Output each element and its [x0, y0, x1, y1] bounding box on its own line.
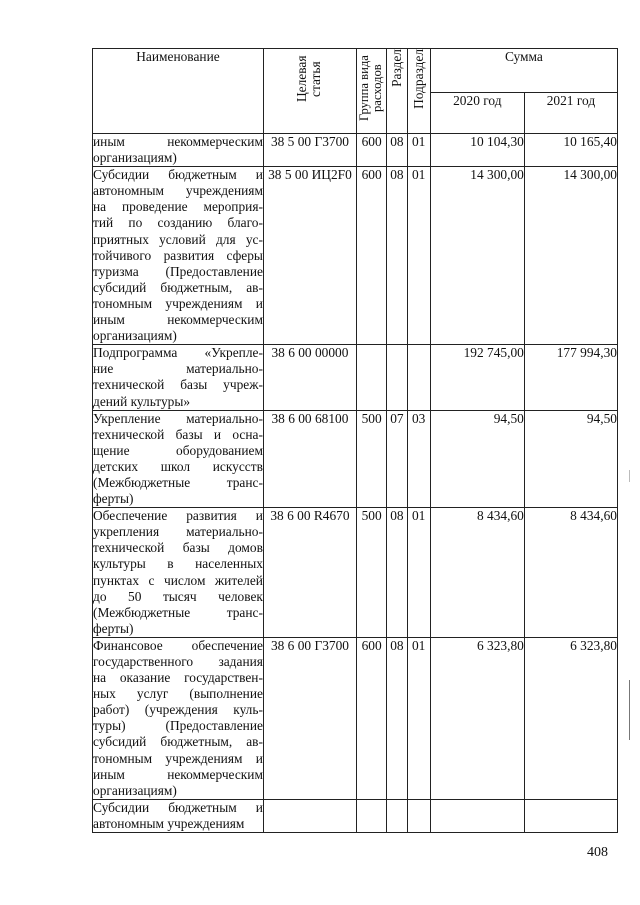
row-name-line: приятных условий для ус-	[93, 231, 263, 247]
row-sum-2021: 6 323,80	[524, 637, 617, 799]
row-name-line: на проведение мероприя-	[93, 199, 263, 215]
page-number: 408	[587, 845, 608, 860]
table-row	[93, 799, 618, 832]
row-name	[93, 410, 264, 508]
row-name-line: тойчивого развития сферы	[93, 247, 263, 263]
row-sum-2021: 10 165,40	[524, 134, 617, 167]
table-row	[93, 637, 618, 799]
row-name-line: иным некоммерческим	[93, 312, 263, 328]
table-row	[93, 167, 618, 345]
header-code	[263, 49, 356, 134]
row-name-line: туры) (Предоставление	[93, 718, 263, 734]
row-name-line: детских школ искусств	[93, 458, 263, 474]
row-subsection: 01	[407, 508, 430, 638]
row-name-line: ферты)	[93, 620, 134, 636]
row-name-line: работ) (учреждения куль-	[93, 702, 263, 718]
row-name-line: субсидий бюджетным, ав-	[93, 734, 263, 750]
row-name-line: Субсидии бюджетным и	[93, 799, 263, 815]
header-section	[387, 49, 407, 134]
header-subsection-text: Подраздел	[410, 49, 426, 109]
row-subsection	[407, 799, 430, 832]
header-subsection	[407, 49, 430, 134]
row-group	[356, 799, 386, 832]
row-section	[387, 345, 407, 410]
row-sum-2020: 14 300,00	[430, 167, 524, 345]
row-section: 07	[387, 410, 407, 508]
row-sum-2021: 177 994,30	[524, 345, 617, 410]
row-group: 500	[356, 410, 386, 508]
row-section: 08	[387, 637, 407, 799]
row-group	[356, 345, 386, 410]
row-name	[93, 345, 264, 410]
header-group-text: Группа вида расходов	[356, 55, 384, 121]
table-header	[93, 49, 618, 134]
row-name-line: щение оборудованием	[93, 442, 263, 458]
table-body	[93, 134, 618, 833]
row-name-line: пунктах с числом жителей	[93, 572, 263, 588]
table-row	[93, 508, 618, 638]
row-section	[387, 799, 407, 832]
header-name: Наименование	[93, 49, 264, 134]
row-subsection: 01	[407, 637, 430, 799]
row-subsection: 01	[407, 134, 430, 167]
row-sum-2020	[430, 799, 524, 832]
row-name-line: дений культуры»	[93, 393, 191, 409]
scan-edge-mark	[629, 680, 630, 740]
table-row	[93, 345, 618, 410]
row-group: 600	[356, 134, 386, 167]
row-group: 600	[356, 167, 386, 345]
row-sum-2020: 192 745,00	[430, 345, 524, 410]
row-name-line: (Межбюджетные транс-	[93, 474, 263, 490]
row-name-line: до 50 тысяч человек	[93, 588, 263, 604]
row-name-line: организациям)	[93, 782, 177, 798]
row-sum-2020: 94,50	[430, 410, 524, 508]
row-name-line: организациям)	[93, 150, 177, 166]
row-code: 38 6 00 R4670	[263, 508, 356, 638]
row-name-line: тий по созданию благо-	[93, 215, 263, 231]
row-code	[263, 799, 356, 832]
row-code: 38 6 00 00000	[263, 345, 356, 410]
row-sum-2020: 10 104,30	[430, 134, 524, 167]
row-section: 08	[387, 167, 407, 345]
row-name-line: субсидий бюджетным, ав-	[93, 279, 263, 295]
row-group: 600	[356, 637, 386, 799]
row-name-line: иным некоммерческим	[93, 134, 263, 149]
header-year-2021: 2021 год	[524, 93, 617, 134]
row-name-line: автономным учреждениям	[93, 183, 263, 199]
row-name-line: Обеспечение развития и	[93, 508, 263, 524]
row-name-line: на оказание государствен-	[93, 670, 263, 686]
row-name-line: Подпрограмма «Укрепле-	[93, 345, 263, 361]
row-name	[93, 134, 264, 167]
row-name	[93, 508, 264, 638]
row-name-line: тономным учреждениям и	[93, 295, 263, 311]
header-section-text: Раздел	[388, 49, 404, 87]
row-code: 38 5 00 Г3700	[263, 134, 356, 167]
row-name-line: (Межбюджетные транс-	[93, 604, 263, 620]
header-year-2020: 2020 год	[430, 93, 524, 134]
row-code: 38 6 00 68100	[263, 410, 356, 508]
row-name	[93, 637, 264, 799]
row-sum-2021	[524, 799, 617, 832]
row-name-line: ферты)	[93, 491, 134, 507]
row-name-line: укрепления материально-	[93, 524, 263, 540]
row-name	[93, 799, 264, 832]
row-name-line: автономным учреждениям	[93, 815, 245, 831]
row-name-line: Финансовое обеспечение	[93, 637, 263, 653]
row-sum-2021: 8 434,60	[524, 508, 617, 638]
row-code: 38 6 00 Г3700	[263, 637, 356, 799]
row-name-line: Укрепление материально-	[93, 410, 263, 426]
row-name-line: культуры в населенных	[93, 556, 263, 572]
row-subsection: 03	[407, 410, 430, 508]
row-name-line: организациям)	[93, 328, 177, 344]
row-code: 38 5 00 ИЦ2F0	[263, 167, 356, 345]
scan-edge-mark-small	[629, 470, 630, 482]
row-sum-2021: 94,50	[524, 410, 617, 508]
header-group	[356, 49, 386, 134]
row-name-line: ных услуг (выполнение	[93, 686, 263, 702]
row-name-line: технической базы учреж-	[93, 377, 263, 393]
row-name-line: Субсидии бюджетным и	[93, 167, 263, 183]
row-name-line: тономным учреждениям и	[93, 750, 263, 766]
budget-table	[92, 48, 618, 833]
row-name-line: государственного задания	[93, 654, 263, 669]
row-name-line: иным некоммерческим	[93, 766, 263, 782]
row-name-line: ние материально-	[93, 361, 263, 377]
row-name-line: туризма (Предоставление	[93, 263, 263, 279]
row-section: 08	[387, 508, 407, 638]
row-sum-2021: 14 300,00	[524, 167, 617, 345]
row-name-line: технической базы и осна-	[93, 426, 263, 442]
header-code-text: Целевая статья	[293, 55, 323, 103]
row-subsection	[407, 345, 430, 410]
row-sum-2020: 6 323,80	[430, 637, 524, 799]
row-subsection: 01	[407, 167, 430, 345]
row-name-line: технической базы домов	[93, 540, 263, 556]
table-row	[93, 410, 618, 508]
table-row	[93, 134, 618, 167]
row-group: 500	[356, 508, 386, 638]
header-sum: Сумма	[430, 49, 617, 93]
row-section: 08	[387, 134, 407, 167]
row-name	[93, 167, 264, 345]
row-sum-2020: 8 434,60	[430, 508, 524, 638]
